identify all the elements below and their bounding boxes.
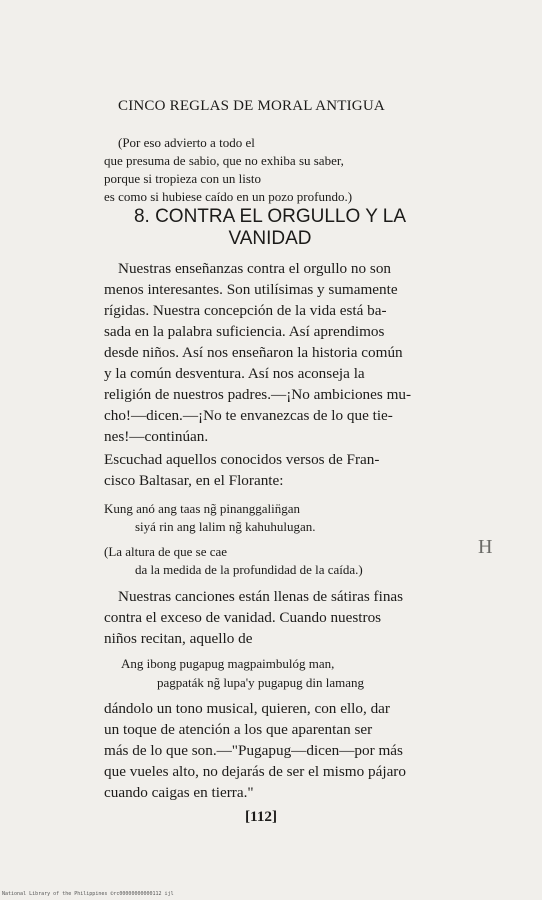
paragraph-line: más de lo que son.—"Pugapug—dicen—por más xyxy=(104,742,403,759)
paragraph-line: un toque de atención a los que aparentan ser xyxy=(104,721,373,738)
paragraph-line: cuando caigas en tierra." xyxy=(104,784,254,801)
paragraph-line: y la común desventura. Así nos aconseja la xyxy=(104,365,365,382)
paragraph-line: cisco Baltasar, en el Florante: xyxy=(104,472,284,489)
running-header: CINCO REGLAS DE MORAL ANTIGUA xyxy=(118,98,385,114)
paragraph-line: Nuestras canciones están llenas de sátiras finas xyxy=(118,588,404,605)
paragraph-line: dándolo un tono musical, quieren, con ello, dar xyxy=(104,700,390,717)
paragraph-line: nes!—continúan. xyxy=(104,428,209,445)
paragraph-line: sada en la palabra suficiencia. Así aprendimos xyxy=(104,323,385,340)
translation-line: (La altura de que se cae xyxy=(104,544,228,559)
page-number: [112] xyxy=(245,808,278,825)
paragraph-line: que vueles alto, no dejarás de ser el mismo pájaro xyxy=(104,763,406,780)
verse-line: pagpaták ng̃ lupa'y pugapug din lamang xyxy=(157,675,365,690)
section-title: 8. CONTRA EL ORGULLO Y LA xyxy=(133,206,407,227)
quote-line: que presuma de sabio, que no exhiba su saber, xyxy=(104,153,344,168)
verse-line: siyá rin ang lalim ng̃ kahuhulugan. xyxy=(135,519,316,534)
paragraph-line: niños recitan, aquello de xyxy=(104,630,253,647)
paragraph-line: religión de nuestros padres.—¡No ambiciones mu- xyxy=(104,386,412,403)
margin-mark: H xyxy=(478,536,493,558)
paragraph-line: rígidas. Nuestra concepción de la vida está ba- xyxy=(104,302,387,319)
section-title: VANIDAD xyxy=(228,228,312,249)
paragraph-line: contra el exceso de vanidad. Cuando nuestros xyxy=(104,609,382,626)
scan-footer: National Library of the Philippines ©rc00000000000112 ijl xyxy=(2,891,174,897)
paragraph-line: cho!—dicen.—¡No te envanezcas de lo que tie- xyxy=(104,407,393,424)
paragraph-line: Escuchad aquellos conocidos versos de Fran- xyxy=(104,451,380,468)
quote-line: (Por eso advierto a todo el xyxy=(118,135,255,150)
quote-line: porque si tropieza con un listo xyxy=(104,171,262,186)
verse-line: Ang ibong pugapug magpaimbulóg man, xyxy=(121,656,335,671)
verse-line: Kung anó ang taas ng̃ pinanggalin̈gan xyxy=(104,501,301,516)
paragraph-line: Nuestras enseñanzas contra el orgullo no son xyxy=(118,260,392,277)
translation-line: da la medida de la profundidad de la caída.) xyxy=(135,562,363,577)
quote-line: es como si hubiese caído en un pozo profundo.) xyxy=(104,189,353,204)
paragraph-line: desde niños. Así nos enseñaron la historia común xyxy=(104,344,403,361)
paragraph-line: menos interesantes. Son utilísimas y sumamente xyxy=(104,281,398,298)
